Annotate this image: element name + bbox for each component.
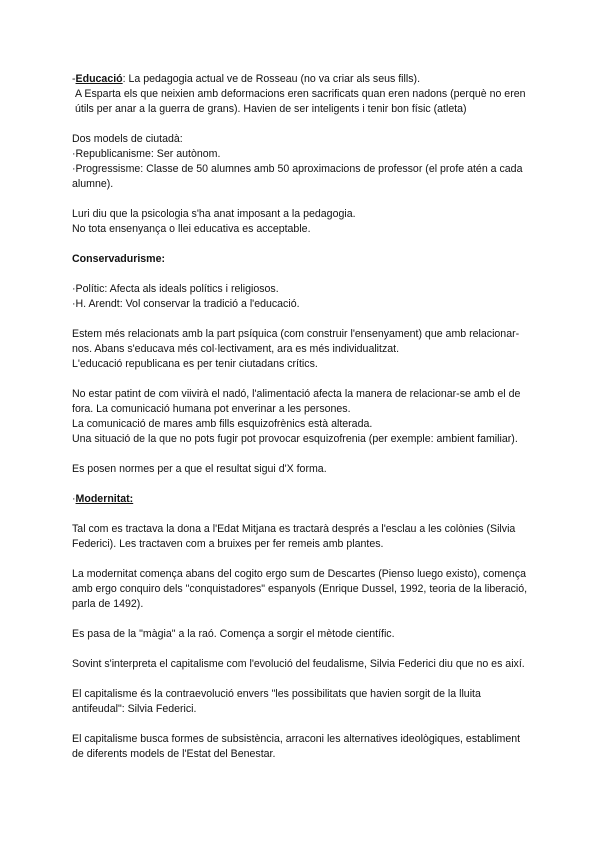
- modernitat-heading-line: ·Modernitat:: [72, 493, 134, 505]
- subsistencia-paragraph: El capitalisme busca formes de subsistència, arraconi les alternatives ideològiques, establiment de diferents models de l'Estat del Benestar.: [72, 733, 521, 760]
- conservadurisme-heading: Conservadurisme:: [72, 253, 166, 265]
- models-title: Dos models de ciutadà:: [72, 133, 183, 145]
- nado-paragraph: No estar patint de com viivirà el nadó, l'alimentació afecta la manera de relacionar-se amb el de fora. La comunicació humana pot enverinar a les persones.: [72, 388, 521, 415]
- politic-item: ·Polític: Afecta als ideals polítics i religiosos.: [72, 283, 279, 295]
- edat-mitjana-paragraph: Tal com es tractava la dona a l'Edat Mitjana es tractarà després a l'esclau a les colònies (Silvia Federici). Les tractaven com a bruixes per fer remeis amb plantes.: [72, 523, 516, 550]
- modernitat-heading: Modernitat:: [75, 493, 134, 505]
- model-republicanisme: ·Republicanisme: Ser autònom.: [72, 148, 221, 160]
- contraevolucio-paragraph: El capitalisme és la contraevolució envers "les possibilitats que havien sorgit de la lluita antifeudal": Silvia Federici.: [72, 688, 481, 715]
- psicologia-line-2: No tota ensenyança o llei educativa es acceptable.: [72, 223, 311, 235]
- esparta-paragraph: A Esparta els que neixien amb deformacions eren sacrificats quan eren nadons (perquè no eren útils per anar a la guerra de grans). Havien de ser inteligents i tenir bon físic (atleta): [75, 88, 526, 115]
- educacio-paragraph: -Educació: La pedagogia actual ve de Rosseau (no va criar als seus fills).: [72, 73, 421, 85]
- esquizofrenia-paragraph: Una situació de la que no pots fugir pot provocar esquizofrenia (per exemple: ambient familiar).: [72, 433, 518, 445]
- document-body: [72, 72, 532, 762]
- model-progressisme: ·Progressisme: Classe de 50 alumnes amb 50 aproximacions de professor (el profe atén a cada alumne).: [72, 163, 523, 190]
- republicana-paragraph: L'educació republicana es per tenir ciutadans crítics.: [72, 358, 318, 370]
- esquizofrenics-paragraph: La comunicació de mares amb fills esquizofrènics està alterada.: [72, 418, 373, 430]
- arendt-item: ·H. Arendt: Vol conservar la tradició a l'educació.: [72, 298, 300, 310]
- normes-paragraph: Es posen normes per a que el resultat sigui d'X forma.: [72, 463, 327, 475]
- modernitat-comenca-paragraph: La modernitat comença abans del cogito ergo sum de Descartes (Pienso luego existo), comença amb ergo conquiro dels "conquistadores" espanyols (Enrique Dussel, 1992, teoria de la liberació, parla de 1492).: [72, 568, 528, 610]
- educacio-heading: Educació: [75, 73, 123, 85]
- psicologia-line-1: Luri diu que la psicologia s'ha anat imposant a la pedagogia.: [72, 208, 356, 220]
- feudalisme-paragraph: Sovint s'interpreta el capitalisme com l'evolució del feudalisme, Silvia Federici diu que no es així.: [72, 658, 525, 670]
- magia-paragraph: Es pasa de la "màgia" a la raó. Comença a sorgir el mètode científic.: [72, 628, 395, 640]
- psiquica-paragraph: Estem més relacionats amb la part psíquica (com construir l'ensenyament) que amb relacionar-nos. Abans s'educava més col·lectivament, ara es més individualitzat.: [72, 328, 520, 355]
- educacio-text: : La pedagogia actual ve de Rosseau (no va criar als seus fills).: [122, 73, 421, 85]
